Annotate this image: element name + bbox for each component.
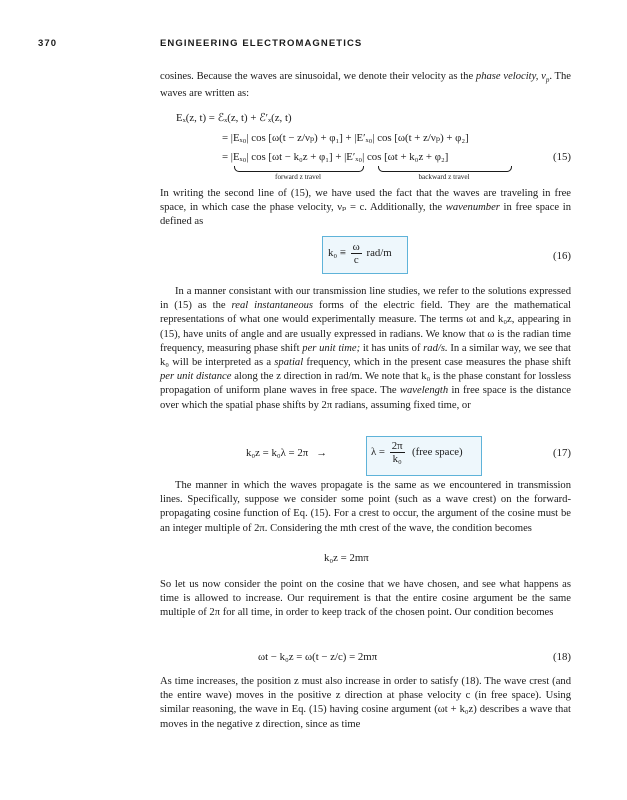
paragraph-real-instantaneous: In a manner consistant with our transmission line studies, we refer to the solutions expressed in (15) as the real instantaneous forms of the electric field. They are the mathematical representations of what one would experimentally measure. The terms ωt and k₀z, appearing in (15), have units of angle and are usually expressed in radians. We know that ω is the radian time frequency, measuring phase shift per unit time; it has units of rad/s. In a similar way, we see that k₀ will be interpreted as a spatial frequency, which in the present case measures the phase shift per unit distance along the z direction in rad/m. We note that k₀ is the phase constant for lossless propagation of uniform plane waves in free space. The wavelength in free space is the distance over which the spatial phase shifts by 2π radians, assuming fixed time, or — [160, 286, 571, 411]
paragraph-wavenumber: In writing the second line of (15), we have used the fact that the waves are traveling in free space, in which case the phase velocity, νₚ = c. Additionally, the wavenumber in free space in defined as — [160, 188, 571, 228]
eq16-number: (16) — [553, 250, 571, 262]
eq17-numerator: 2π — [391, 440, 403, 452]
eq17-denominator: k₀ — [392, 453, 402, 465]
eq15-line2: = |Eₓ₀| cos [ω(t − z/νₚ) + φ₁] + |E′ₓ₀| cos [ω(t + z/νₚ) + φ₂] — [222, 132, 469, 144]
running-title: ENGINEERING ELECTROMAGNETICS — [160, 38, 363, 49]
forward-brace — [234, 166, 364, 172]
equation-17: λ = $\frac{2\pi}{\text{k₀}}$ (free space) — [371, 440, 463, 465]
equation-crest: k₀z = 2mπ — [324, 552, 369, 564]
paragraph-phase-velocity: As time increases, the position z must also increase in order to satisfy (18). The wave crest (and the entire wave) moves in the positive z direction at phase velocity c (in free space). Using similar reasoning, the wave in Eq. (15) having cosine argument (ωt + k₀z) describes a wave that moves in the negative z direction, since as time — [160, 676, 571, 730]
eq15-line1: Eₓ(z, t) = ℰₓ(z, t) + ℰ′ₓ(z, t) — [176, 112, 292, 124]
backward-travel-label: backward z travel — [418, 173, 470, 181]
eq15-backward-term: |E′ₓ₀| cos [ωt + k₀z + φ₂] — [344, 151, 449, 163]
eq15-forward-term: = |Eₓ₀| cos [ωt − k₀z + φ₁] — [222, 151, 333, 163]
equation-16: k₀ ≡ $\frac{\omega}{c}$ rad/m — [328, 241, 392, 266]
eq15-plus: + — [335, 151, 342, 163]
eq16-denominator: c — [353, 254, 359, 266]
eq15-line3 — [222, 151, 448, 163]
backward-brace — [378, 166, 512, 172]
eq18-number: (18) — [553, 651, 571, 663]
page-number: 370 — [38, 38, 58, 49]
paragraph-intro: cosines. Because the waves are sinusoidal, we denote their velocity as the phase velocity, $v_p$. The waves are written as: — [160, 71, 571, 100]
equation-18: ωt − k₀z = ω(t − z/c) = 2mπ — [258, 651, 378, 663]
forward-travel-label: forward z travel — [275, 173, 321, 181]
eq15-number: (15) — [553, 151, 571, 163]
eq17-lhs: k₀z = k₀λ = 2π → — [246, 447, 328, 459]
paragraph-time-increase: So let us now consider the point on the cosine that we have chosen, and see what happens as time is allowed to increase. Our requirement is that the entire cosine argument be the same multiple of 2π for all time, in order to keep track of the chosen point. Our condition becomes — [160, 579, 571, 619]
eq16-numerator: ω — [352, 241, 360, 253]
paragraph-propagation: The manner in which the waves propagate is the same as we encountered in transmission lines. Specifically, suppose we consider some point (such as a wave crest) on the forward-propagating cosine function of Eq. (15). For a crest to occur, the argument of the cosine must be an integer multiple of 2π. Considering the mth crest of the wave, the condition becomes — [160, 480, 571, 534]
eq17-number: (17) — [553, 447, 571, 459]
